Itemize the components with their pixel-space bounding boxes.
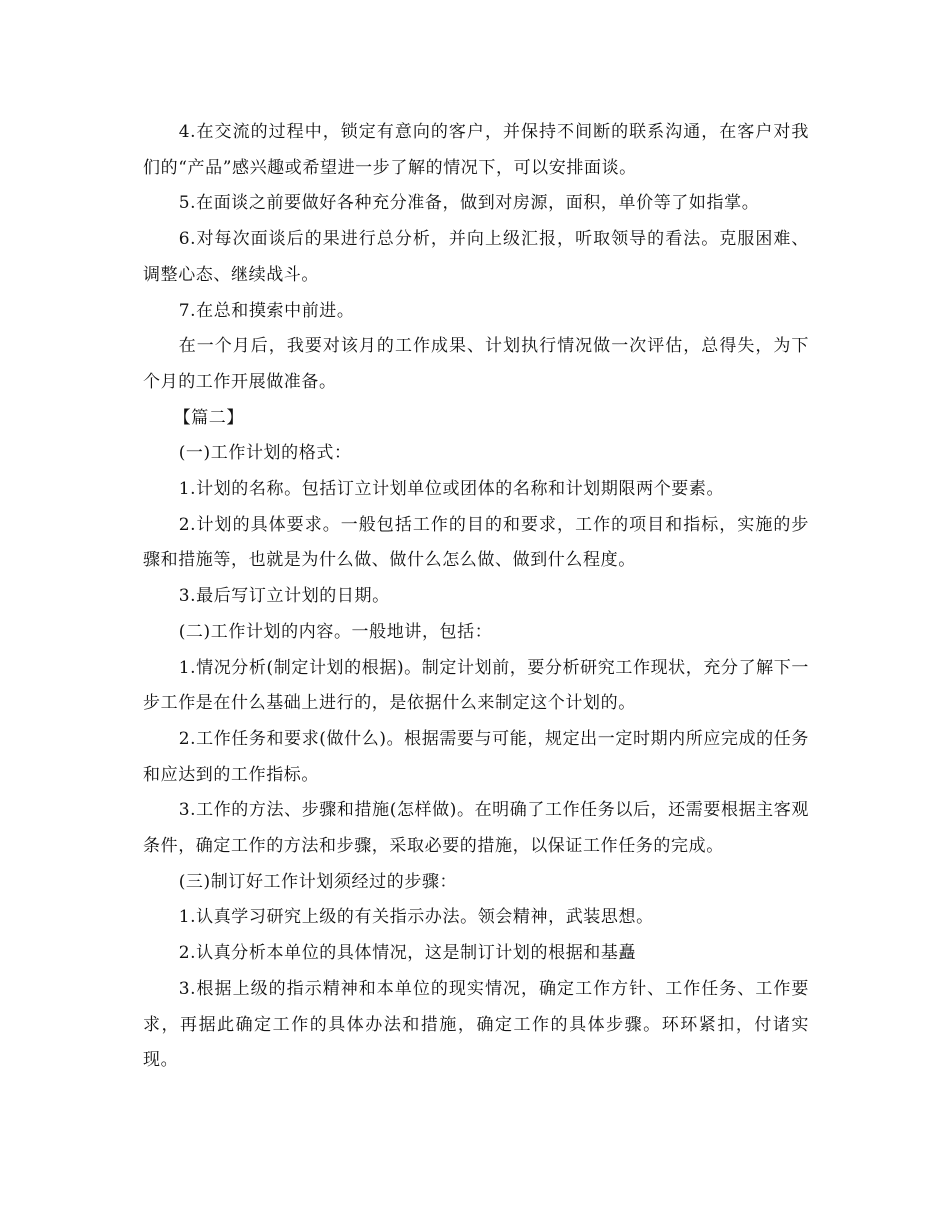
steps-item-2: 2.认真分析本单位的具体情况，这是制订计划的根据和基矗 bbox=[178, 943, 637, 964]
paragraph-5: 5.在面谈之前要做好各种充分准备，做到对房源，面积，单价等了如指掌。 bbox=[178, 193, 760, 214]
section-heading-part-two: 【篇二】 bbox=[173, 407, 244, 428]
steps-item-1: 1.认真学习研究上级的有关指示办法。领会精神，武装思想。 bbox=[178, 907, 654, 928]
steps-item-3: 3.根据上级的指示精神和本单位的现实情况，确定工作方针、工作任务、工作要求，再据此确定工作的具体办法和措施，确定工作的具体步骤。环环紧扣，付诸实现。 bbox=[143, 978, 809, 1071]
subheading-steps: (三)制订好工作计划须经过的步骤： bbox=[178, 871, 458, 892]
paragraph-4: 4.在交流的过程中，锁定有意向的客户，并保持不间断的联系沟通，在客户对我们的“产品”感兴趣或希望进一步了解的情况下，可以安排面谈。 bbox=[143, 122, 809, 178]
paragraph-6: 6.对每次面谈后的果进行总分析，并向上级汇报，听取领导的看法。克服困难、调整心态、继续战斗。 bbox=[143, 229, 809, 285]
format-item-3: 3.最后写订立计划的日期。 bbox=[178, 586, 390, 607]
paragraph-7: 7.在总和摸索中前进。 bbox=[178, 300, 355, 321]
format-item-1: 1.计划的名称。包括订立计划单位或团体的名称和计划期限两个要素。 bbox=[178, 479, 725, 500]
content-item-1: 1.情况分析(制定计划的根据)。制定计划前，要分析研究工作现状，充分了解下一步工作是在什么基础上进行的，是依据什么来制定这个计划的。 bbox=[143, 657, 809, 714]
document-body bbox=[143, 115, 809, 1079]
content-item-3: 3.工作的方法、步骤和措施(怎样做)。在明确了工作任务以后，还需要根据主客观条件，确定工作的方法和步骤，采取必要的措施，以保证工作任务的完成。 bbox=[143, 800, 809, 857]
content-item-2: 2.工作任务和要求(做什么)。根据需要与可能，规定出一定时期内所应完成的任务和应达到的工作指标。 bbox=[143, 728, 809, 785]
paragraph-summary: 在一个月后，我要对该月的工作成果、计划执行情况做一次评估，总得失，为下个月的工作开展做准备。 bbox=[143, 336, 809, 392]
format-item-2: 2.计划的具体要求。一般包括工作的目的和要求，工作的项目和指标，实施的步骤和措施等，也就是为什么做、做什么怎么做、做到什么程度。 bbox=[143, 514, 809, 571]
subheading-format: (一)工作计划的格式： bbox=[178, 443, 352, 464]
subheading-content: (二)工作计划的内容。一般地讲，包括： bbox=[178, 621, 493, 642]
